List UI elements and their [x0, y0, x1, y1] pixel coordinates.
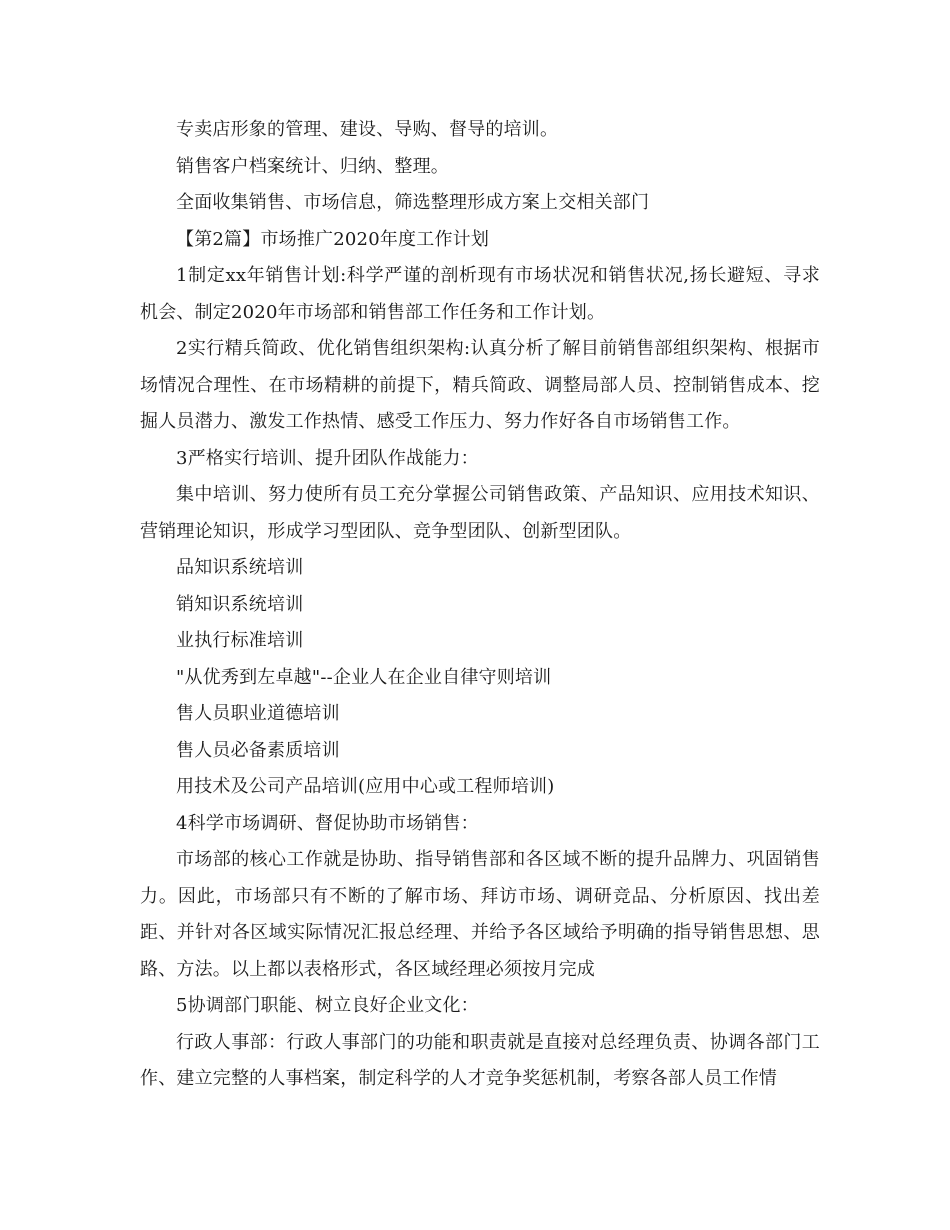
paragraph: 专卖店形象的管理、建设、导购、督导的培训。	[176, 119, 559, 140]
paragraph: 1制定xx年销售计划:科学严谨的剖析现有市场状况和销售状况,扬长避短、寻求机会、制定2020年市场部和销售部工作任务和工作计划。	[140, 265, 820, 323]
paragraph: 2实行精兵简政、优化销售组织架构:认真分析了解目前销售部组织架构、根据市场情况合理性、在市场精耕的前提下，精兵简政、调整局部人员、控制销售成本、挖掘人员潜力、激发工作热情、感受工作压力、努力作好各自市场销售工作。	[140, 338, 820, 432]
list-item: "从优秀到左卓越"--企业人在企业自律守则培训	[176, 666, 552, 688]
list-item: 售人员职业道德培训	[176, 703, 340, 724]
list-item: 销知识系统培训	[176, 593, 304, 615]
list-item: 业执行标准培训	[176, 630, 304, 651]
list-item: 品知识系统培训	[176, 557, 304, 578]
paragraph: 行政人事部：行政人事部门的功能和职责就是直接对总经理负责、协调各部门工作、建立完整的人事档案，制定科学的人才竞争奖惩机制，考察各部人员工作情	[140, 1031, 820, 1089]
paragraph: 市场部的核心工作就是协助、指导销售部和各区域不断的提升品牌力、巩固销售力。因此，市场部只有不断的了解市场、拜访市场、调研竞品、分析原因、找出差距、并针对各区域实际情况汇报总经理、并给予各区域给予明确的指导销售思想、思路、方法。以上都以表格形式，各区域经理必须按月完成	[140, 849, 820, 980]
section-heading: 【第2篇】市场推广2020年度工作计划	[176, 228, 490, 250]
paragraph: 销售客户档案统计、归纳、整理。	[176, 155, 449, 177]
document-body	[140, 112, 820, 1098]
paragraph: 3严格实行培训、提升团队作战能力：	[176, 447, 479, 469]
paragraph: 集中培训、努力使所有员工充分掌握公司销售政策、产品知识、应用技术知识、营销理论知识，形成学习型团队、竞争型团队、创新型团队。	[140, 484, 820, 542]
paragraph: 5协调部门职能、树立良好企业文化：	[176, 995, 479, 1016]
list-item: 售人员必备素质培训	[176, 739, 340, 761]
list-item: 用技术及公司产品培训(应用中心或工程师培训)	[176, 776, 555, 797]
paragraph: 4科学市场调研、督促协助市场销售：	[176, 812, 479, 834]
paragraph: 全面收集销售、市场信息，筛选整理形成方案上交相关部门	[176, 192, 650, 213]
